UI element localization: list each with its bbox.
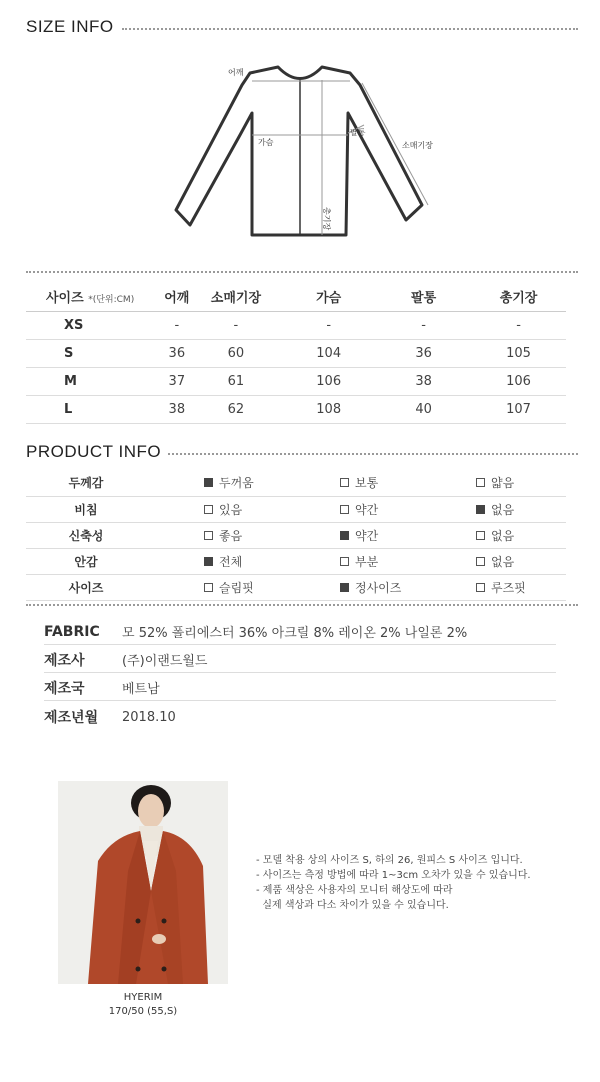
unchecked-box-icon bbox=[204, 583, 213, 592]
label-total-length: 총기장 bbox=[322, 207, 331, 231]
unchecked-box-icon bbox=[476, 478, 485, 487]
label-sleeve-width: 팔통 bbox=[350, 128, 366, 137]
option-label: 보통 bbox=[355, 476, 379, 491]
option-label: 없음 bbox=[491, 528, 515, 543]
model-image bbox=[58, 781, 228, 984]
label-shoulder: 어깨 bbox=[228, 68, 244, 77]
size-value: 36 bbox=[376, 339, 471, 367]
option-unchecked bbox=[204, 527, 242, 544]
product-info-table bbox=[26, 470, 566, 601]
size-value: 61 bbox=[191, 367, 282, 395]
fabric-key: 제조국 bbox=[44, 680, 85, 697]
size-row-xs bbox=[26, 311, 566, 339]
fabric-value: 모 52% 폴리에스터 36% 아크릴 8% 레이온 2% 나일론 2% bbox=[122, 626, 468, 641]
model-name: HYERIM bbox=[123, 992, 163, 1003]
unchecked-box-icon bbox=[340, 505, 349, 514]
size-value: 104 bbox=[281, 339, 376, 367]
fabric-row bbox=[44, 619, 556, 645]
label-sleeve-length: 소매기장 bbox=[402, 141, 433, 150]
product-info-row bbox=[26, 574, 566, 600]
model-notes bbox=[256, 853, 531, 913]
jacket-outline bbox=[176, 67, 422, 235]
option-checked bbox=[476, 501, 514, 518]
option-label: 슬림핏 bbox=[219, 580, 254, 595]
option-label: 없음 bbox=[491, 554, 515, 569]
size-value: 106 bbox=[281, 367, 376, 395]
size-row-l bbox=[26, 395, 566, 423]
fabric-row bbox=[44, 704, 556, 730]
option-unchecked bbox=[476, 553, 514, 570]
option-label: 약간 bbox=[355, 528, 379, 543]
unchecked-box-icon bbox=[340, 478, 349, 487]
note-line: 실제 색상과 다소 차이가 있을 수 있습니다. bbox=[256, 900, 449, 911]
attribute-label: 신축성 bbox=[26, 522, 146, 548]
size-value: 108 bbox=[281, 395, 376, 423]
header-sleeve-width: 팔통 bbox=[376, 283, 471, 311]
option-checked bbox=[204, 474, 254, 491]
option-unchecked bbox=[204, 501, 242, 518]
option-unchecked bbox=[340, 553, 378, 570]
unchecked-box-icon bbox=[204, 531, 213, 540]
checked-box-icon bbox=[340, 531, 349, 540]
product-info-row bbox=[26, 470, 566, 496]
header-size bbox=[26, 283, 163, 311]
option-label: 루즈핏 bbox=[491, 580, 526, 595]
model-measurements: 170/50 (55,S) bbox=[108, 1006, 178, 1017]
size-table bbox=[26, 283, 566, 424]
checked-box-icon bbox=[204, 557, 213, 566]
unchecked-box-icon bbox=[476, 583, 485, 592]
fabric-key: 제조년월 bbox=[44, 710, 99, 726]
attribute-label: 사이즈 bbox=[26, 574, 146, 600]
option-label: 부분 bbox=[355, 554, 379, 569]
attribute-label: 안감 bbox=[26, 548, 146, 574]
fabric-value: 2018.10 bbox=[122, 709, 176, 725]
size-value: 62 bbox=[191, 395, 282, 423]
size-row-m bbox=[26, 367, 566, 395]
unchecked-box-icon bbox=[204, 505, 213, 514]
option-checked bbox=[340, 579, 401, 596]
label-chest: 가슴 bbox=[258, 138, 274, 147]
fabric-row bbox=[44, 647, 556, 673]
size-value: 60 bbox=[191, 339, 282, 367]
product-info-row bbox=[26, 522, 566, 548]
unchecked-box-icon bbox=[340, 557, 349, 566]
size-value: - bbox=[163, 311, 190, 339]
option-unchecked bbox=[204, 579, 254, 596]
jacket-diagram bbox=[160, 55, 460, 245]
size-value: - bbox=[281, 311, 376, 339]
option-checked bbox=[204, 553, 242, 570]
size-label: S bbox=[26, 339, 163, 367]
note-line: - 제품 색상은 사용자의 모니터 해상도에 따라 bbox=[256, 885, 453, 896]
header-total-length: 총기장 bbox=[471, 283, 566, 311]
size-info-title: SIZE INFO bbox=[26, 17, 114, 36]
option-label: 약간 bbox=[355, 502, 379, 517]
size-label: XS bbox=[26, 311, 163, 339]
fabric-key: 제조사 bbox=[44, 652, 85, 669]
option-label: 좋음 bbox=[219, 528, 243, 543]
option-unchecked bbox=[476, 579, 526, 596]
option-unchecked bbox=[476, 474, 514, 491]
header-size-label: 사이즈 bbox=[46, 291, 84, 307]
checked-box-icon bbox=[476, 505, 485, 514]
size-value: 38 bbox=[163, 395, 190, 423]
size-label: M bbox=[26, 367, 163, 395]
fabric-value: 베트남 bbox=[122, 682, 160, 697]
option-label: 얇음 bbox=[491, 476, 515, 491]
size-value: 37 bbox=[163, 367, 190, 395]
option-unchecked bbox=[340, 501, 378, 518]
fabric-row bbox=[44, 675, 556, 701]
option-label: 두꺼움 bbox=[219, 476, 254, 491]
section-divider bbox=[26, 604, 578, 606]
size-value: 40 bbox=[376, 395, 471, 423]
header-sleeve-length: 소매기장 bbox=[191, 283, 282, 311]
model-photo bbox=[58, 781, 228, 984]
header-chest: 가슴 bbox=[281, 283, 376, 311]
size-value: 106 bbox=[471, 367, 566, 395]
unchecked-box-icon bbox=[476, 557, 485, 566]
size-value: - bbox=[191, 311, 282, 339]
product-info-row bbox=[26, 548, 566, 574]
option-unchecked bbox=[476, 527, 514, 544]
size-label: L bbox=[26, 395, 163, 423]
size-value: 36 bbox=[163, 339, 190, 367]
fabric-value: (주)이랜드월드 bbox=[122, 654, 208, 669]
product-info-row bbox=[26, 496, 566, 522]
fabric-key: FABRIC bbox=[44, 623, 100, 640]
attribute-label: 두께감 bbox=[26, 470, 146, 496]
checked-box-icon bbox=[340, 583, 349, 592]
option-label: 정사이즈 bbox=[355, 580, 402, 595]
option-label: 있음 bbox=[219, 502, 243, 517]
attribute-label: 비침 bbox=[26, 496, 146, 522]
section-divider bbox=[168, 453, 578, 455]
option-label: 없음 bbox=[491, 502, 515, 517]
option-label: 전체 bbox=[219, 554, 243, 569]
checked-box-icon bbox=[204, 478, 213, 487]
header-shoulder: 어깨 bbox=[163, 283, 190, 311]
size-table-header bbox=[26, 283, 566, 311]
option-checked bbox=[340, 527, 378, 544]
size-row-s bbox=[26, 339, 566, 367]
section-divider bbox=[26, 271, 578, 273]
size-value: 38 bbox=[376, 367, 471, 395]
note-line: - 사이즈는 측정 방법에 따라 1~3cm 오차가 있을 수 있습니다. bbox=[256, 870, 531, 881]
option-unchecked bbox=[340, 474, 378, 491]
size-value: - bbox=[471, 311, 566, 339]
size-value: - bbox=[376, 311, 471, 339]
product-info-title: PRODUCT INFO bbox=[26, 442, 162, 461]
unchecked-box-icon bbox=[476, 531, 485, 540]
size-value: 105 bbox=[471, 339, 566, 367]
note-line: - 모델 착용 상의 사이즈 S, 하의 26, 원피스 S 사이즈 입니다. bbox=[256, 855, 523, 866]
section-divider bbox=[122, 28, 578, 30]
size-value: 107 bbox=[471, 395, 566, 423]
unit-note: *(단위:CM) bbox=[88, 295, 135, 306]
